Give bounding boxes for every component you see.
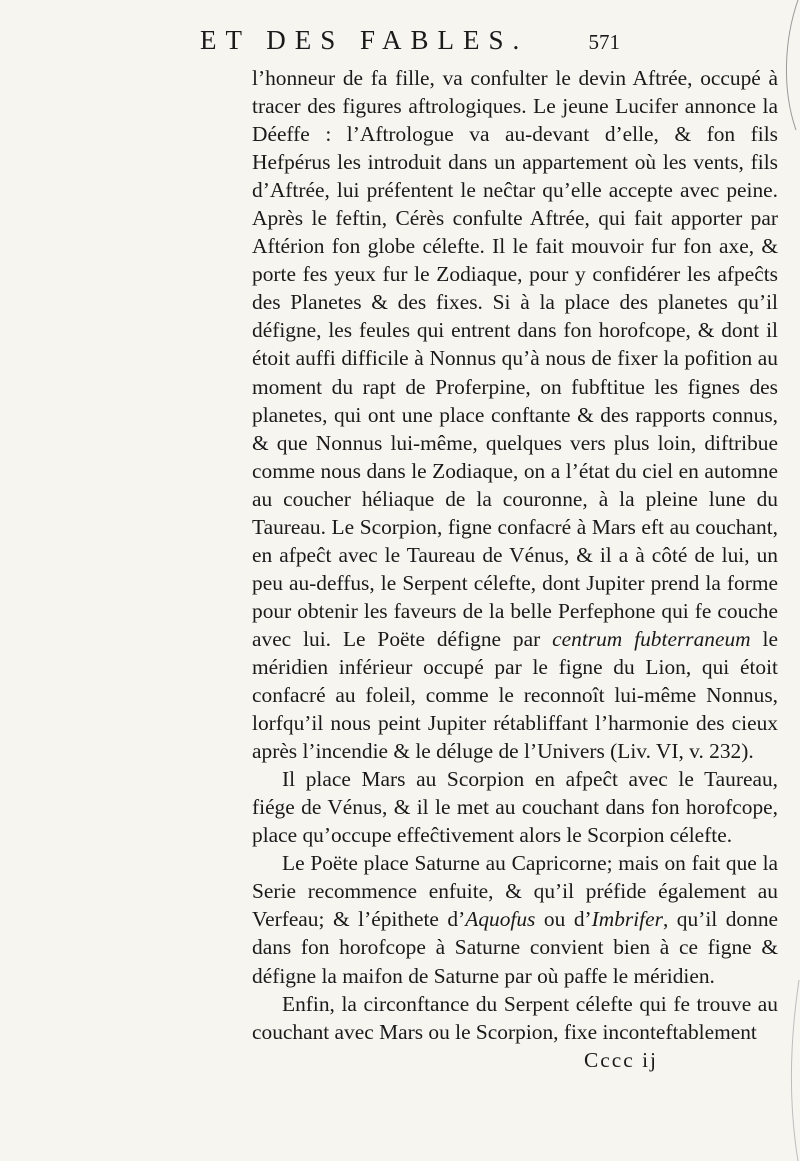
paragraph-1-text: l’honneur de fa fille, va confulter le devin Aftrée, occupé à tracer des figures aftrologiques. Le jeune Lucifer annonce la Déeffe : l’Aftrologue va au-devant d’elle, & fon fils Hefpérus les introduit dans un appartement où les vents, fils d’Aftrée, lui préfentent le neĉtar qu’elle accepte avec peine. Après le feftin, Cérès confulte Aftrée, qui fait apporter par Aftérion fon globe célefte. Il le fait mouvoir fur fon axe, & porte fes yeux fur le Zodiaque, pour y confidérer les afpeĉts des Planetes & des fixes. Si à la place des planetes qu’il défigne, les feules qui entrent dans fon horofcope, & dont il étoit auffi difficile à Nonnus qu’à nous de fixer la pofition au moment du rapt de Proferpine, on fubftitue les fignes des planetes, qui ont une place conftante & des rapports connus, & que Nonnus lui-même, quelques vers plus loin, diftribue comme nous dans le Zodiaque, on a l’état du ciel en automne au coucher héliaque de la couronne, à la pleine lune du Taureau. Le Scorpion, figne confacré à Mars eft au couchant, en afpeĉt avec le Taureau de Vénus, & il a à côté de lui, un peu au-deffus, le Serpent célefte, dont Jupiter prend la forme pour obtenir les faveurs de la belle Perfephone qui fe couche avec lui. Le Poëte défigne par [252,66,778,651]
latin-phrase: centrum fubterraneum [552,626,751,651]
signature-mark: Cccc ij [584,1047,658,1072]
paragraph-3-text-a: Le Poëte place Saturne au Capricorne; mais on fait que la Serie recommence enfuite, & qu’il préfide également au Verfeau; & l’épithete d’ [252,851,778,932]
paragraph-3-text-c: , qu’il donne dans fon horofcope à Saturne convient bien à ce figne & défigne la maifon de Saturne par où paffe le méridien. [252,907,779,988]
running-title: ET DES FABLES. [200,25,529,55]
body-text [252,64,778,1074]
paragraph-4-text: Enfin, la circonftance du Serpent célefte qui fe trouve au couchant avec Mars ou le Scorpion, fixe inconteftablement [252,991,778,1044]
running-head [200,20,620,60]
paragraph-1-continuation: le méridien inférieur occupé par le figne du Lion, qui étoit confacré au foleil, comme le reconnoît lui-même Nonnus, lorfqu’il nous peint Jupiter rétabliffant l’harmonie des cieux après l’incendie & le déluge de l’Univers (Liv. VI, v. 232). [252,626,778,764]
paragraph-3 [252,849,778,989]
paragraph-1 [252,64,778,765]
epithet-imbrifer: Imbrifer [591,907,663,932]
epithet-aquosus: Aquofus [465,907,536,932]
paragraph-4 [252,990,778,1046]
page-number: 571 [588,30,620,54]
paragraph-3-text-b: ou d’ [535,907,592,932]
paragraph-2-text: Il place Mars au Scorpion en afpeĉt avec le Taureau, fiége de Vénus, & il le met au couchant dans fon horofcope, place qu’occupe effeĉtivement alors le Scorpion célefte. [252,767,778,848]
paragraph-2 [252,765,778,849]
page-edge-curve [770,0,800,1161]
